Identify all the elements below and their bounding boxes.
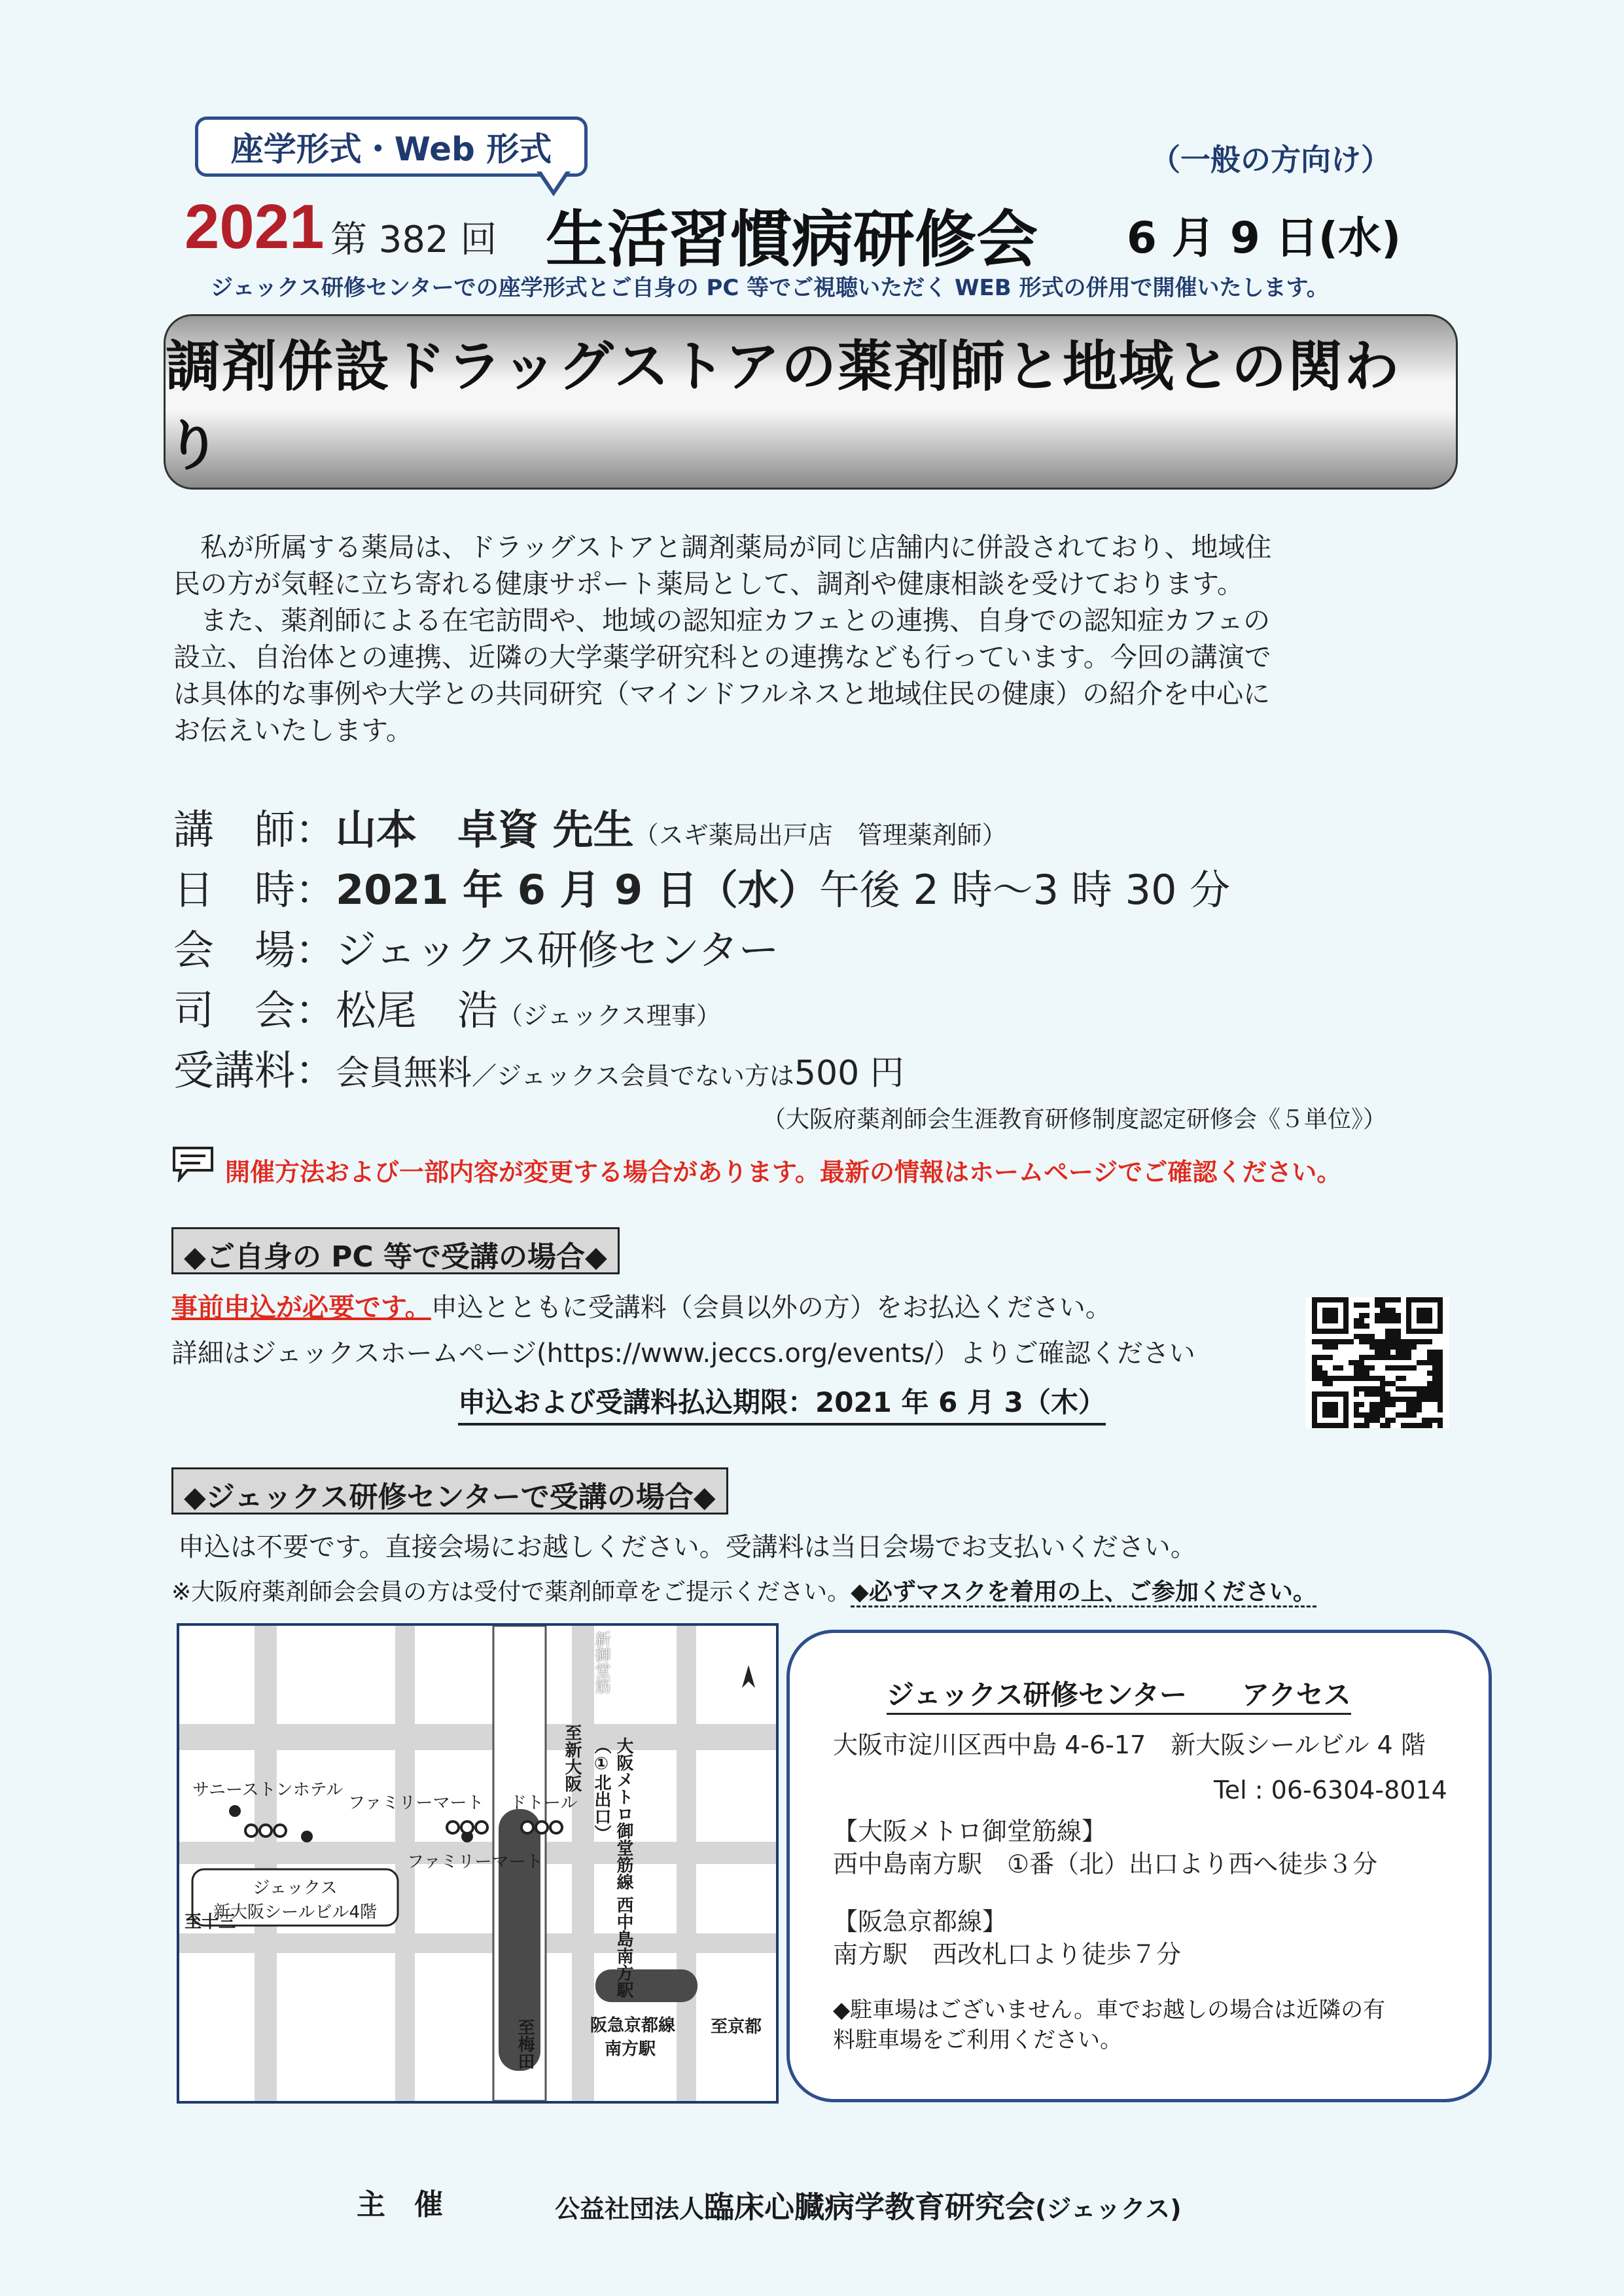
- mc-name: 松尾 浩: [336, 986, 499, 1034]
- lecture-title: 調剤併設ドラッグストアの薬剤師と地域との関わり: [166, 334, 1400, 478]
- fee-row: [173, 1038, 904, 1096]
- intro-line: 私が所属する薬局は、ドラッグストアと調剤薬局が同じ店舗内に併設されており、地域住: [173, 531, 1272, 563]
- access-box: [786, 1630, 1492, 2102]
- intro-line: 設立、自治体との連携、近隣の大学薬学研究科との連携なども行っています。今回の講演で: [173, 641, 1271, 673]
- intro-line: また、薬剤師による在宅訪問や、地域の認知症カフェとの連携、自身での認知症カフェの: [173, 605, 1271, 636]
- intro-line: は具体的な事例や大学との共同研究（マインドフルネスと地域住民の健康）の紹介を中心に: [173, 678, 1271, 709]
- lecturer-row: [173, 797, 1007, 855]
- credit-note: （大阪府薬剤師会生涯教育研修制度認定研修会《５単位》）: [762, 1106, 1387, 1133]
- map-familymart-1: ファミリーマート: [348, 1793, 484, 1813]
- north-arrow-icon: [742, 1665, 755, 1688]
- fee-free: 会員無料: [336, 1054, 472, 1093]
- map-to-umeda: 至梅田: [515, 2018, 535, 2070]
- map-hankyu-station: 南方駅: [605, 2039, 656, 2059]
- datetime-time: 午後 2 時～3 時 30 分: [819, 866, 1231, 914]
- mc-affiliation: （ジェックス理事）: [498, 1001, 721, 1030]
- map-metro-station: 大阪メトロ御堂筋線 西中島南方駅（①北出口）: [591, 1737, 633, 1999]
- access-parking-2: 料駐車場をご利用ください。: [833, 2027, 1122, 2053]
- intro-paragraph: [173, 529, 1469, 749]
- mc-label: 司 会：: [173, 986, 336, 1034]
- datetime-label: 日 時：: [173, 866, 336, 914]
- deadline: 申込および受講料払込期限：2021 年 6 月 3（木）: [458, 1381, 1106, 1426]
- online-section-heading: ◆ご自身の PC 等で受講の場合◆: [171, 1227, 620, 1274]
- access-address: 大阪市淀川区西中島 4-6-17 新大阪シールビル 4 階: [833, 1731, 1426, 1759]
- fee-label: 受講料：: [173, 1047, 336, 1094]
- change-notice: 開催方法および一部内容が変更する場合があります。最新の情報はホームページでご確認ください。: [225, 1158, 1342, 1187]
- map-sunny-stone-hotel: サニーストンホテル: [192, 1780, 344, 1800]
- session-number: 第 382 回: [330, 219, 497, 261]
- organizer-name: [555, 2183, 1182, 2227]
- access-parking-1: ◆駐車場はございません。車でお越しの場合は近隣の有: [833, 1997, 1386, 2023]
- datetime-date: 2021 年 6 月 9 日（水）: [336, 866, 819, 914]
- online-line-1: [171, 1287, 1112, 1324]
- format-badge: [195, 117, 588, 177]
- map-to-shin-osaka: 至新大阪: [562, 1724, 582, 1792]
- qr-code-icon[interactable]: [1305, 1297, 1449, 1428]
- access-title: ジェックス研修センター アクセス: [887, 1674, 1351, 1715]
- map-to-kyoto: 至京都: [711, 2017, 762, 2037]
- organizer-main-name: 臨床心臓病学教育研究会: [704, 2189, 1036, 2225]
- access-tel: Tel : 06-6304-8014: [1214, 1776, 1447, 1804]
- fee-amount: 500 円: [794, 1054, 904, 1093]
- event-year: 2021: [185, 192, 325, 262]
- intro-line: 民の方が気軽に立ち寄れる健康サポート薬局として、調剤や健康相談を受けております。: [173, 568, 1244, 600]
- online-details-link-text: 詳細はジェックスホームページ(https://www.jeccs.org/events/）よりご確認ください: [171, 1338, 1195, 1369]
- access-hankyu-label: 【阪急京都線】: [833, 1907, 1008, 1936]
- mask-notice: ◆必ずマスクを着用の上、ご参加ください。: [851, 1579, 1316, 1607]
- map-road-label: 新御堂筋: [592, 1631, 610, 1694]
- fee-other: ／ジェックス会員でない方は: [472, 1062, 794, 1090]
- format-badge-text: 座学形式・Web 形式: [230, 130, 552, 168]
- event-subtitle: ジェックス研修センターでの座学形式とご自身の PC 等でご視聴いただく WEB 形式の併用で開催いたします。: [211, 275, 1329, 301]
- access-metro-label: 【大阪メトロ御堂筋線】: [833, 1817, 1107, 1846]
- event-date: 6 月 9 日(水): [1127, 213, 1402, 263]
- venue-name: ジェックス研修センター: [336, 926, 779, 974]
- onsite-line-1: 申込は不要です。直接会場にお越しください。受講料は当日会場でお支払いください。: [178, 1532, 1197, 1562]
- organizer-label: 主 催: [357, 2188, 443, 2221]
- venue-row: [173, 918, 779, 976]
- lecturer-affiliation: （スギ薬局出戸店 管理薬剤師）: [633, 821, 1007, 850]
- venue-label: 会 場：: [173, 926, 336, 974]
- map-hankyu-line: 阪急京都線: [590, 2016, 676, 2036]
- pharmacist-badge-note: ※大阪府薬剤師会会員の方は受付で薬剤師章をご提示ください。: [171, 1579, 851, 1605]
- access-map: [177, 1623, 779, 2104]
- onsite-line-2: [171, 1573, 1316, 1607]
- registration-required: 事前申込が必要です。: [171, 1293, 431, 1323]
- datetime-row: [173, 857, 1230, 916]
- lecturer-name: 山本 卓資 先生: [336, 806, 634, 853]
- map-familymart-2: ファミリーマート: [407, 1852, 543, 1872]
- organizer-prefix: 公益社団法人: [555, 2195, 705, 2223]
- intro-line: お伝えいたします。: [173, 715, 413, 746]
- map-doutor: ドトール: [510, 1793, 578, 1813]
- speech-bubble-icon: [171, 1145, 215, 1179]
- audience-label: （一般の方向け）: [1150, 142, 1391, 177]
- onsite-section-heading: ◆ジェックス研修センターで受講の場合◆: [171, 1467, 728, 1515]
- access-hankyu-desc: 南方駅 西改札口より徒歩７分: [833, 1940, 1182, 1969]
- map-jeccs-line-2: 新大阪シールビル4階: [213, 1903, 378, 1922]
- event-title: 生活習慣病研修会: [546, 204, 1038, 276]
- lecture-title-banner: [164, 314, 1458, 490]
- organizer-suffix: (ジェックス): [1035, 2195, 1182, 2223]
- lecturer-label: 講 師：: [173, 806, 336, 853]
- online-payment-text: 申込とともに受講料（会員以外の方）をお払込ください。: [431, 1293, 1112, 1323]
- access-metro-desc: 西中島南方駅 ①番（北）出口より西へ徒歩３分: [833, 1850, 1378, 1878]
- map-to-juso: 至十三: [185, 1912, 236, 1932]
- badge-tail-inner: [540, 170, 567, 190]
- mc-row: [173, 978, 721, 1036]
- map-jeccs-line-1: ジェックス: [253, 1878, 338, 1898]
